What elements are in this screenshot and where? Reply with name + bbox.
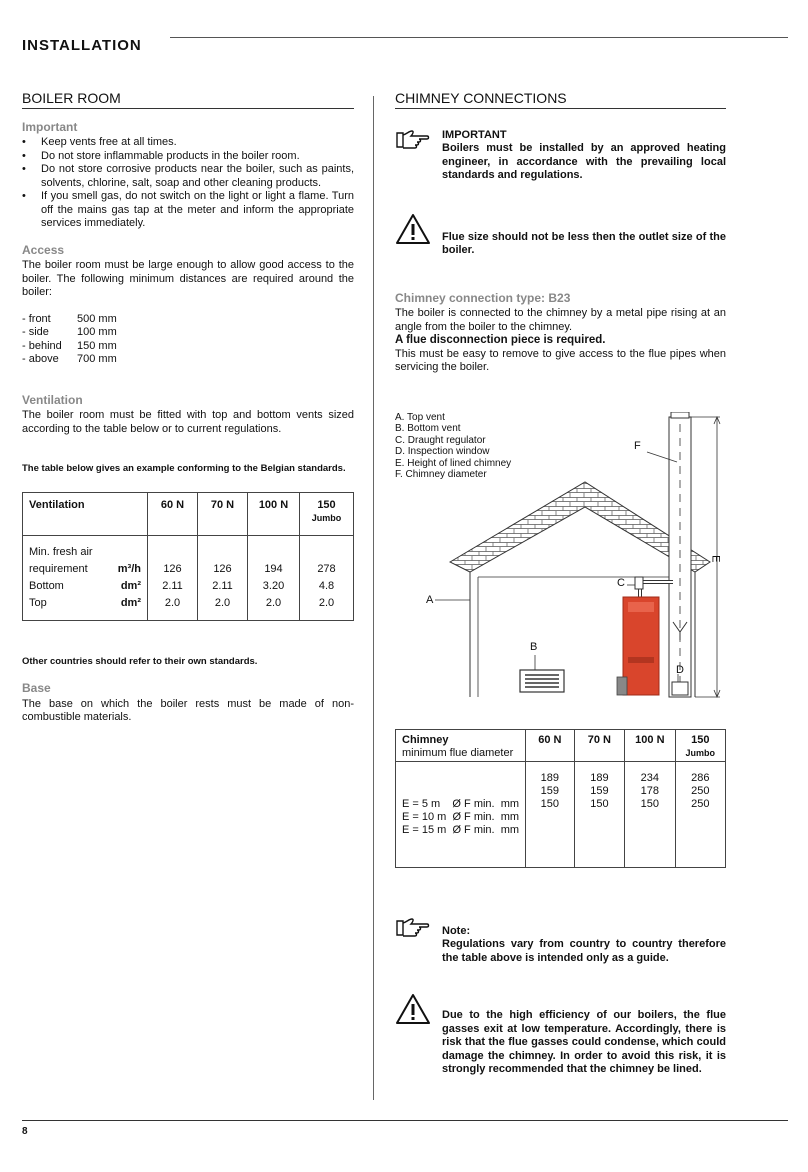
right-column — [395, 92, 726, 1077]
table-value-cell: 189 159 150 — [574, 761, 624, 867]
base-text: The base on which the boiler rests must be made of non-combustible materials. — [22, 697, 354, 723]
base-heading: Base — [22, 681, 51, 695]
chimney-table: Chimney minimum flue diameter 60 N 70 N 100 N 150 Jumbo E = 5 m Ø F min. mm E = 10 m Ø F min. mm E = 15 m Ø F min. mm 189 159 150 189 159 150 234 178 150 286 250 250 — [395, 729, 726, 868]
table-value-cell: 194 3.20 2.0 — [248, 535, 300, 620]
label-d: D — [676, 663, 684, 676]
label-e: E — [709, 554, 722, 562]
important-block — [395, 129, 726, 183]
list-item: • Do not store corrosive products near the boiler, such as paints, solvents, chlorine, salt, soap and other cleaning products. — [22, 163, 354, 190]
table-value-cell: 234 178 150 — [625, 761, 675, 867]
list-item: • Keep vents free at all times. — [22, 136, 354, 150]
footer-rule — [22, 1120, 788, 1121]
chimney-diagram — [395, 412, 726, 742]
other-countries-note: Other countries should refer to their own standards. — [22, 655, 258, 667]
table-header-cell: Chimney minimum flue diameter — [396, 729, 526, 761]
chimney-connections-title: CHIMNEY CONNECTIONS — [395, 92, 726, 109]
table-value-cell: 286 250 250 — [675, 761, 725, 867]
access-text: The boiler room must be large enough to allow good access to the boiler. The following minimum distances are required around the boiler: — [22, 259, 354, 298]
distance-row: - above 700 mm — [22, 353, 117, 365]
diagram-legend: A. Top vent B. Bottom vent C. Draught regulator D. Inspection window E. Height of lined chimney F. Chimney diameter — [395, 411, 512, 480]
table-value-cell: 126 2.11 2.0 — [148, 535, 198, 620]
header-rule — [170, 37, 788, 38]
important-text: Boilers must be installed by an approved heating engineer, in accordance with the prevailing local standards and regulations. — [442, 142, 726, 181]
important-list — [22, 136, 354, 231]
warning-triangle-icon — [395, 213, 442, 250]
table-value-cell: 126 2.11 2.0 — [198, 535, 248, 620]
list-item: • Do not store inflammable products in the boiler room. — [22, 150, 354, 164]
table-value-cell: 189 159 150 — [526, 761, 575, 867]
label-c: C — [617, 576, 625, 589]
ventilation-text: The boiler room must be fitted with top and bottom vents sized according to the table below or to current regulations. — [22, 409, 354, 435]
page-number: 8 — [22, 1126, 28, 1137]
important-heading: Important — [22, 119, 78, 134]
table-label-cell: E = 5 m Ø F min. mm E = 10 m Ø F min. mm E = 15 m Ø F min. mm — [396, 761, 526, 867]
note-block — [395, 917, 726, 966]
pointing-hand-icon — [395, 917, 442, 944]
ventilation-table: Ventilation 60 N 70 N 100 N 150 Jumbo Min. fresh air requirement m³/h Bottom dm² Top dm² 126 2.11 2.0 126 2.11 2.0 194 3.20 2.0 278 4.8 2.0 — [22, 492, 354, 621]
boiler-room-title: BOILER ROOM — [22, 92, 354, 109]
distance-row: - side 100 mm — [22, 326, 117, 338]
condense-warning-block — [395, 993, 726, 1077]
distance-row: - front 500 mm — [22, 312, 117, 325]
flue-warning-text: Flue size should not be less then the outlet size of the boiler. — [442, 230, 726, 256]
condense-warning-text: Due to the high efficiency of our boilers, the flue gasses exit at low temperature. Accordingly, there is risk that the flue gasses could condense, which could damage the chimney. In order to avoid this risk, it is strongly recommended that the chimney be lined. — [442, 1009, 726, 1075]
b23-bold-text: A flue disconnection piece is required. — [395, 334, 606, 346]
page-title: INSTALLATION — [22, 37, 142, 54]
distance-row: - behind 150 mm — [22, 339, 117, 352]
list-item: • If you smell gas, do not switch on the light or light a flame. Turn off the mains gas tap at the meter and inform the appropriate services immediately. — [22, 190, 354, 231]
b23-heading: Chimney connection type: B23 — [395, 290, 571, 305]
left-column — [22, 92, 354, 725]
table-header-cell: Ventilation — [23, 492, 148, 535]
label-a: A — [426, 593, 434, 606]
note-title: Note: — [442, 924, 471, 937]
ventilation-heading: Ventilation — [22, 392, 83, 407]
access-heading: Access — [22, 242, 65, 257]
b23-text: The boiler is connected to the chimney by a metal pipe rising at an angle from the boiler to the chimney. — [395, 307, 726, 333]
table-value-cell: 278 4.8 2.0 — [300, 535, 354, 620]
note-text: Regulations vary from country to country therefore the table above is intended only as a guide. — [442, 938, 726, 964]
table-header-cell: 150 Jumbo — [675, 729, 725, 761]
flue-warning-block — [395, 213, 726, 258]
table-note: The table below gives an example conforming to the Belgian standards. — [22, 463, 346, 474]
label-f: F — [634, 439, 641, 452]
pointing-hand-icon — [395, 129, 442, 156]
b23-text-2: This must be easy to remove to give access to the flue pipes when servicing the boiler. — [395, 347, 726, 373]
table-header-cell: 150 Jumbo — [300, 492, 354, 535]
distance-list — [22, 313, 354, 367]
label-b: B — [530, 640, 538, 653]
important-title: IMPORTANT — [442, 128, 507, 141]
column-divider — [373, 96, 374, 1100]
table-label-cell: Min. fresh air requirement m³/h Bottom dm² Top dm² — [23, 535, 148, 620]
warning-triangle-icon — [395, 993, 442, 1030]
